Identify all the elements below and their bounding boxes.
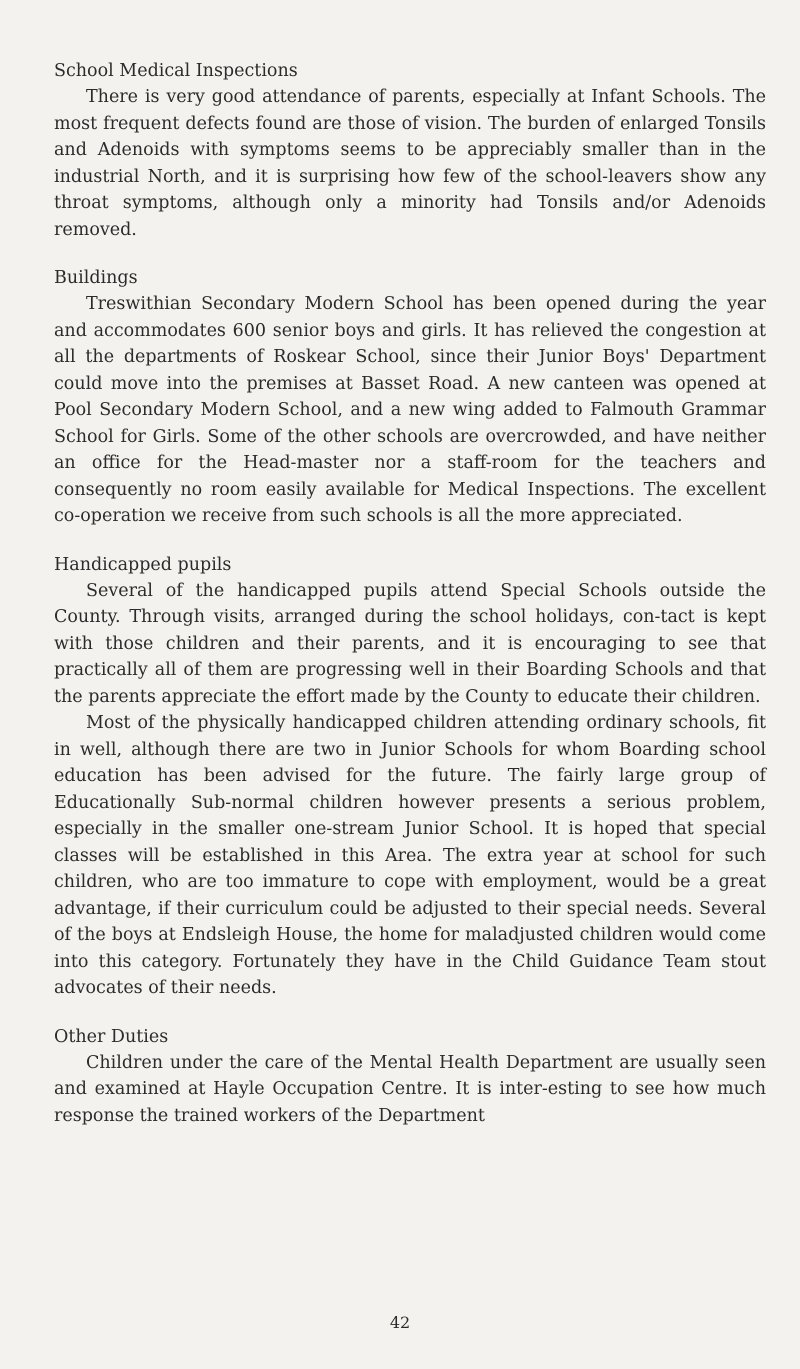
paragraph: Most of the physically handicapped children attending ordinary schools, fit in well, although there are two in Junior Schools for whom Boarding school education has been advised for the future. The fairly large group of Educationally Sub-normal children however presents a serious problem, especially in the smaller one-stream Junior School. It is hoped that special classes will be established in this Area. The extra year at school for such children, who are too immature to cope with employment, would be a great advantage, if their curriculum could be adjusted to their special needs. Several of the boys at Endsleigh House, the home for maladjusted children would come into this category. Fortunately they have in the Child Guidance Team stout advocates of their needs. [54, 713, 766, 998]
document-page [54, 58, 766, 1151]
paragraph: Children under the care of the Mental Health Department are usually seen and examined at Hayle Occupation Centre. It is inter-esting to see how much response the trained workers of the Department [54, 1052, 766, 1126]
section-handicapped-pupils [54, 552, 766, 1002]
section-buildings [54, 265, 766, 530]
section-heading: School Medical Inspections [54, 61, 298, 81]
section-heading: Other Duties [54, 1026, 169, 1047]
paragraph: Treswithian Secondary Modern School has been opened during the year and accommodates 600 senior boys and girls. It has relieved the congestion at all the departments of Roskear School, since their Junior Boys' Department could move into the premises at Basset Road. A new canteen was opened at Pool Secondary Modern School, and a new wing added to Falmouth Grammar School for Girls. Some of the other schools are overcrowded, and have neither an office for the Head-master nor a staff-room for the teachers and consequently no room easily available for Medical Inspections. The excellent co-operation we receive from such schools is all the more appreciated. [54, 294, 766, 526]
paragraph: Several of the handicapped pupils attend Special Schools outside the County. Through visits, arranged during the school holidays, con-tact is kept with those children and their parents, and it is encouraging to see that practically all of them are progressing well in their Boarding Schools and that the parents appreciate the effort made by the County to educate their children. [54, 580, 766, 707]
section-heading: Buildings [54, 268, 138, 288]
section-heading: Handicapped pupils [54, 554, 232, 575]
paragraph: There is very good attendance of parents, especially at Infant Schools. The most frequent defects found are those of vision. The burden of enlarged Tonsils and Adenoids with symptoms seems to be appreciably smaller than in the industrial North, and it is surprising how few of the school-leavers show any throat symptoms, although only a minority had Tonsils and/or Adenoids removed. [54, 87, 766, 240]
page-number: 42 [389, 1313, 411, 1332]
section-school-medical-inspections [54, 58, 766, 243]
section-other-duties [54, 1024, 766, 1130]
